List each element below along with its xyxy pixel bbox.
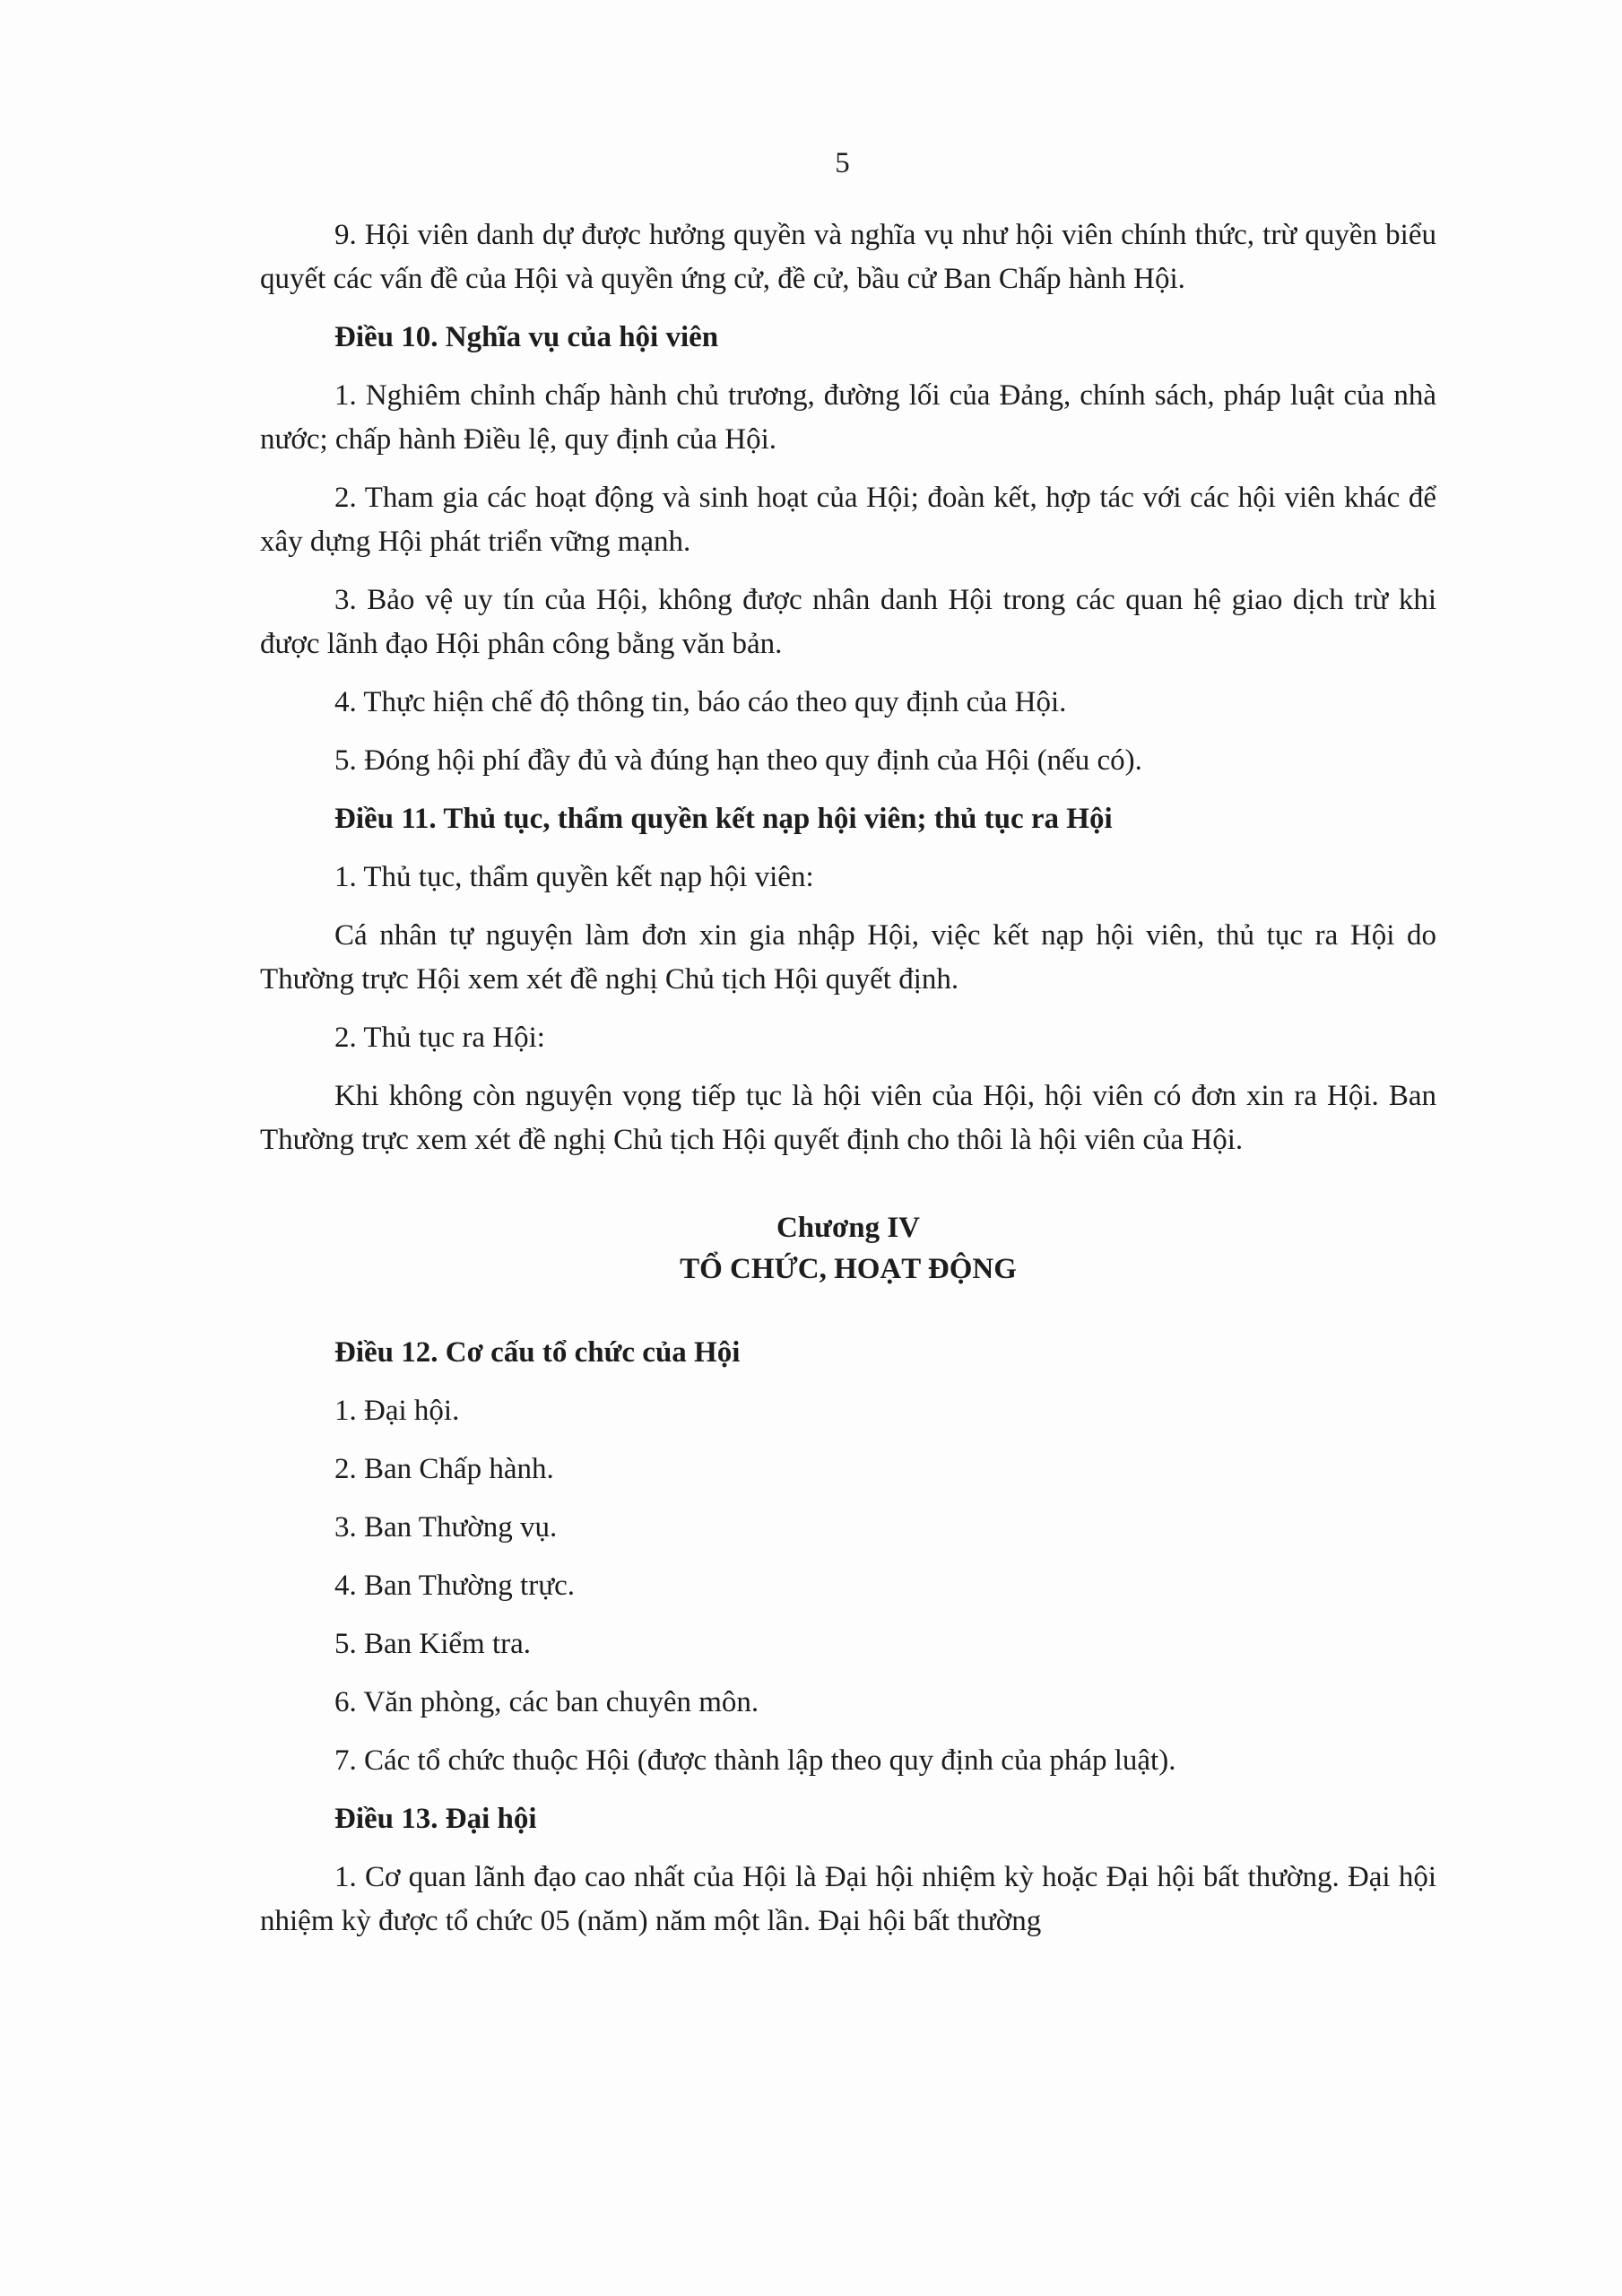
article-10-item: 4. Thực hiện chế độ thông tin, báo cáo theo quy định của Hội. — [334, 686, 1067, 718]
article-11-heading: Điều 11. Thủ tục, thẩm quyền kết nạp hội viên; thủ tục ra Hội — [334, 803, 1113, 835]
article-11-item: Khi không còn nguyện vọng tiếp tục là hội viên của Hội, hội viên có đơn xin ra Hội. Ban Thường trực xem xét đề nghị Chủ tịch Hội quyết định cho thôi là hội viên của Hội. — [260, 1080, 1436, 1156]
document-body — [260, 213, 1436, 1958]
chapter-number: Chương IV — [776, 1212, 921, 1244]
article-12-item: 1. Đại hội. — [334, 1395, 460, 1427]
chapter-title: TỔ CHỨC, HOẠT ĐỘNG — [680, 1253, 1017, 1285]
article-10-item: 5. Đóng hội phí đầy đủ và đúng hạn theo quy định của Hội (nếu có). — [334, 744, 1142, 777]
article-12-item: 7. Các tổ chức thuộc Hội (được thành lập theo quy định của pháp luật). — [334, 1744, 1176, 1777]
article-12-item: 6. Văn phòng, các ban chuyên môn. — [334, 1686, 759, 1718]
article-10-item: 3. Bảo vệ uy tín của Hội, không được nhân danh Hội trong các quan hệ giao dịch trừ khi được lãnh đạo Hội phân công bằng văn bản. — [260, 584, 1436, 660]
paragraph-hoi-vien-danh-du: 9. Hội viên danh dự được hưởng quyền và nghĩa vụ như hội viên chính thức, trừ quyền biểu quyết các vấn đề của Hội và quyền ứng cử, đề cử, bầu cử Ban Chấp hành Hội. — [260, 219, 1436, 295]
article-12-item: 3. Ban Thường vụ. — [334, 1511, 558, 1544]
article-13-heading: Điều 13. Đại hội — [334, 1803, 537, 1835]
article-10-heading: Điều 10. Nghĩa vụ của hội viên — [334, 321, 719, 353]
page-number: 5 — [835, 147, 850, 179]
article-12-item: 4. Ban Thường trực. — [334, 1570, 575, 1602]
chapter-heading — [260, 1207, 1436, 1290]
article-11-item: 2. Thủ tục ra Hội: — [334, 1022, 545, 1054]
article-12-item: 2. Ban Chấp hành. — [334, 1453, 554, 1485]
article-13-item: 1. Cơ quan lãnh đạo cao nhất của Hội là Đại hội nhiệm kỳ hoặc Đại hội bất thường. Đại hội nhiệm kỳ được tổ chức 05 (năm) năm một lần. Đại hội bất thường — [260, 1861, 1436, 1937]
article-11-item: 1. Thủ tục, thẩm quyền kết nạp hội viên: — [334, 861, 814, 893]
article-10-item: 2. Tham gia các hoạt động và sinh hoạt của Hội; đoàn kết, hợp tác với các hội viên khác để xây dựng Hội phát triển vững mạnh. — [260, 482, 1436, 558]
article-12-heading: Điều 12. Cơ cấu tổ chức của Hội — [334, 1336, 741, 1369]
article-10-item: 1. Nghiêm chỉnh chấp hành chủ trương, đường lối của Đảng, chính sách, pháp luật của nhà nước; chấp hành Điều lệ, quy định của Hội. — [260, 379, 1436, 456]
article-11-item: Cá nhân tự nguyện làm đơn xin gia nhập Hội, việc kết nạp hội viên, thủ tục ra Hội do Thường trực Hội xem xét đề nghị Chủ tịch Hội quyết định. — [260, 919, 1436, 996]
article-12-item: 5. Ban Kiểm tra. — [334, 1628, 532, 1660]
